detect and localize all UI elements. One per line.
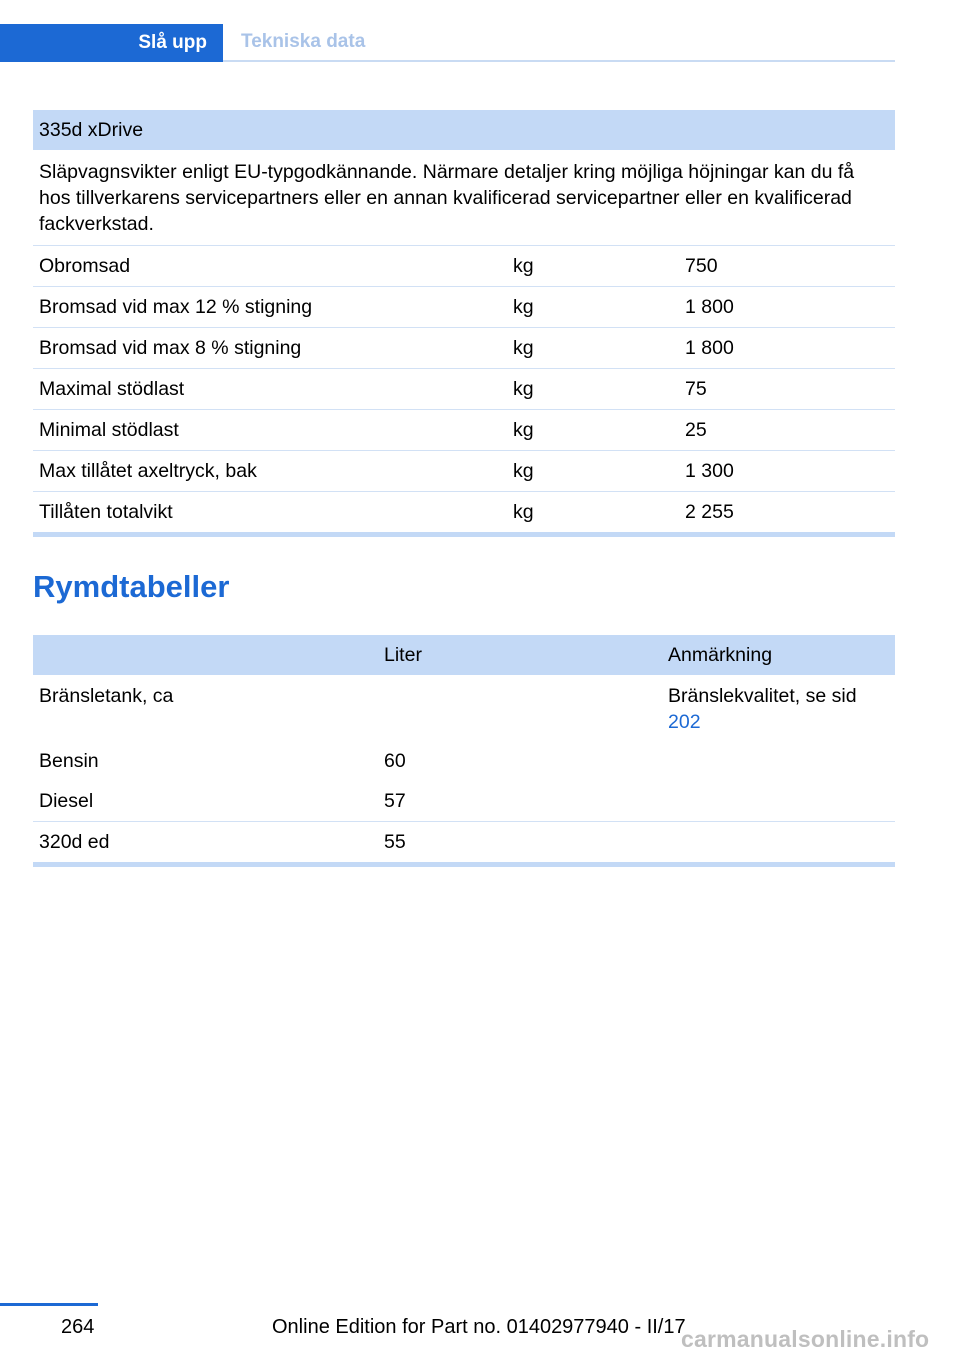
section-title: Rymdtabeller <box>33 569 230 604</box>
table-row <box>33 328 895 369</box>
column-header-remark: Anmärkning <box>662 635 895 675</box>
row-liters: 60 <box>384 750 406 772</box>
row-value: 75 <box>679 369 895 410</box>
row-remark <box>662 675 895 741</box>
page-number: 264 <box>61 1316 95 1338</box>
remark-text: Bränslekvalitet, se sid <box>668 685 857 707</box>
trailer-table-header <box>33 110 895 150</box>
row-label: 320d ed <box>33 822 378 865</box>
capacity-table <box>33 635 895 867</box>
footer-divider <box>0 1303 98 1306</box>
trailer-weight-table <box>33 110 895 537</box>
row-label: Tillåten totalvikt <box>33 492 507 535</box>
column-header-liter: Liter <box>378 635 662 675</box>
row-label: Bromsad vid max 8 % stigning <box>33 328 507 369</box>
row-value: 1 800 <box>679 328 895 369</box>
watermark: carmanualsonline.info <box>681 1326 930 1352</box>
table-row <box>33 246 895 287</box>
table-row <box>33 369 895 410</box>
table-row <box>33 287 895 328</box>
row-unit: kg <box>507 410 679 451</box>
tab-technical-data[interactable] <box>241 24 365 60</box>
row-label: Maximal stödlast <box>33 369 507 410</box>
row-unit: kg <box>507 328 679 369</box>
row-unit: kg <box>507 369 679 410</box>
trailer-table-description: Släpvagnsvikter enligt EU-typgodkännande. Närmare detaljer kring möjliga höjningar kan du få hos tillverkarens servicepartners eller en annan kvalificerad servicepartner eller en kvalificerad fackverkstad. <box>33 150 895 246</box>
row-value: 2 255 <box>679 492 895 535</box>
row-label: Bränsletank, ca <box>39 685 174 707</box>
row-unit: kg <box>507 492 679 535</box>
edition-info: Online Edition for Part no. 01402977940 - II/17 <box>272 1316 686 1338</box>
row-liters: 55 <box>378 822 662 865</box>
row-value: 1 300 <box>679 451 895 492</box>
row-unit: kg <box>507 246 679 287</box>
page-header <box>0 24 895 62</box>
table-row <box>33 822 895 865</box>
row-value: 25 <box>679 410 895 451</box>
row-label: Bensin <box>39 750 99 772</box>
row-value: 750 <box>679 246 895 287</box>
page-reference-link[interactable]: 202 <box>668 711 701 733</box>
row-label: Obromsad <box>33 246 507 287</box>
row-unit: kg <box>507 287 679 328</box>
row-label: Max tillåtet axeltryck, bak <box>33 451 507 492</box>
table-row <box>33 492 895 535</box>
column-header-item <box>33 635 378 675</box>
row-label: Minimal stödlast <box>33 410 507 451</box>
table-row <box>33 741 895 781</box>
row-value: 1 800 <box>679 287 895 328</box>
tab-lookup-label: Slå upp <box>138 32 207 53</box>
capacity-table-header <box>33 635 895 675</box>
row-remark <box>662 741 895 781</box>
tab-lookup[interactable] <box>0 24 223 62</box>
row-liters: 57 <box>378 781 662 822</box>
trailer-table-title: 335d xDrive <box>33 110 895 150</box>
row-remark <box>662 822 895 865</box>
row-label: Bromsad vid max 12 % stigning <box>33 287 507 328</box>
table-row <box>33 675 895 741</box>
trailer-table-description-row <box>33 150 895 246</box>
row-remark <box>662 781 895 822</box>
table-row <box>33 410 895 451</box>
table-row <box>33 451 895 492</box>
row-unit: kg <box>507 451 679 492</box>
table-row <box>33 781 895 822</box>
row-liters <box>378 675 662 741</box>
tab-technical-data-label: Tekniska data <box>241 31 366 52</box>
row-label: Diesel <box>33 781 378 822</box>
